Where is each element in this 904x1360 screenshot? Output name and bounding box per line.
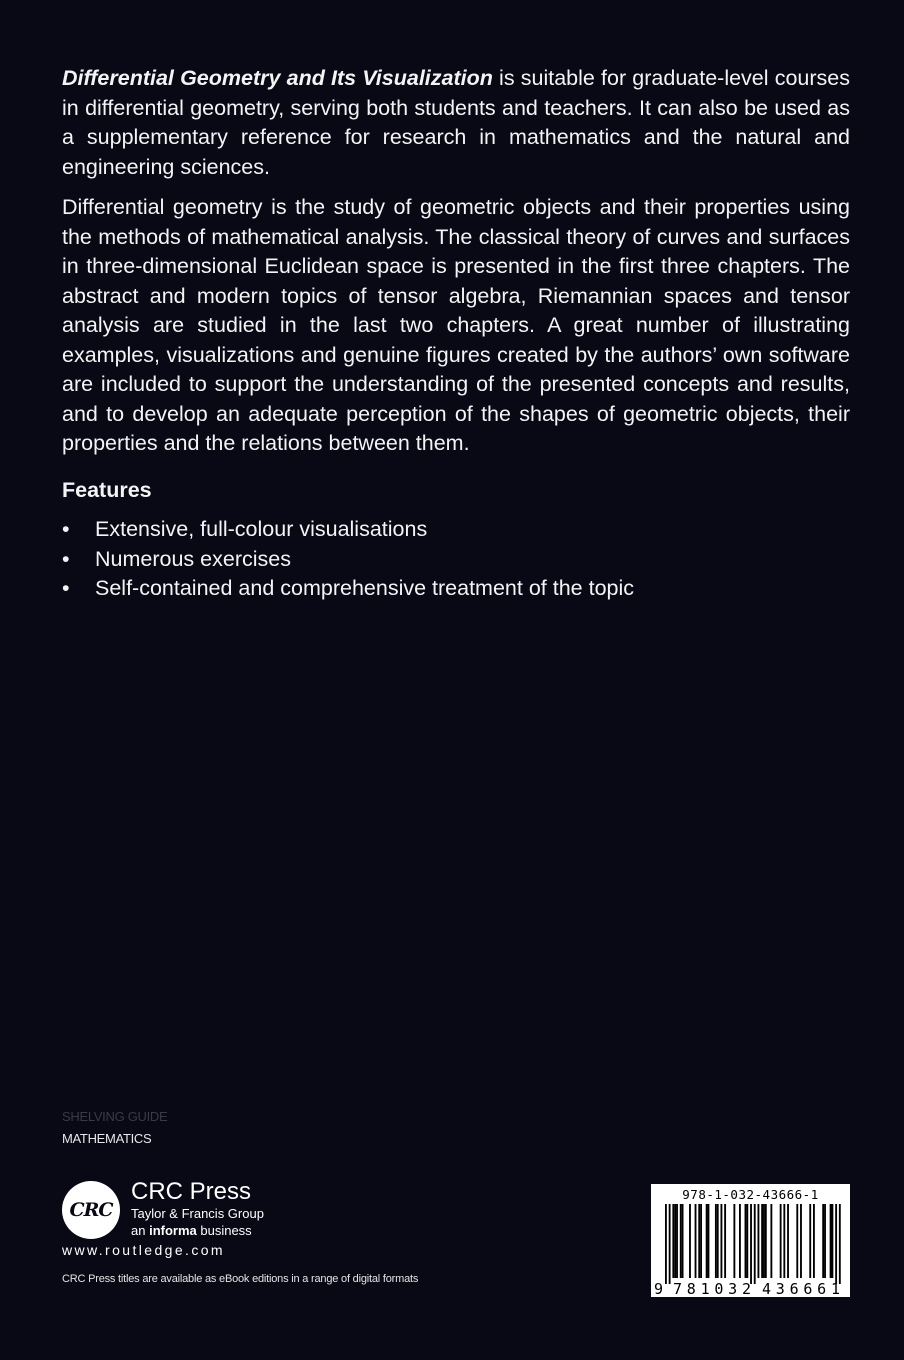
- barcode-bar: [809, 1204, 811, 1278]
- barcode-bar: [830, 1204, 832, 1278]
- barcode-bar: [832, 1204, 834, 1278]
- publisher-informa-line: [131, 1223, 252, 1239]
- barcode-bar: [796, 1204, 798, 1278]
- barcode-bar: [733, 1204, 735, 1278]
- shelving-guide: [62, 1109, 167, 1147]
- barcode-bar: [715, 1204, 717, 1278]
- description-block: [62, 64, 850, 604]
- barcode-bar: [758, 1204, 760, 1278]
- barcode-bar: [754, 1204, 756, 1284]
- description-paragraph-1: [62, 64, 850, 182]
- barcode-bar: [665, 1204, 667, 1284]
- barcode-bar: [780, 1204, 782, 1278]
- barcode-bar: [708, 1204, 710, 1278]
- informa-suffix: business: [196, 1223, 252, 1238]
- description-paragraph-2: Differential geometry is the study of geometric objects and their properties using the methods of mathematical analysis. The classical theory of curves and surfaces in three-dimensional Euclidean space is presented in the first three chapters. The abstract and modern topics of tensor algebra, Riemannian spaces and tensor analysis are studied in the last two chapters. A great number of illustrating examples, visualizations and genuine figures created by the authors’ own software are included to support the understanding of the presented concepts and results, and to develop an adequate perception of the shapes of geometric objects, their properties and the relations between them.: [62, 195, 850, 455]
- barcode-bar: [813, 1204, 815, 1278]
- shelving-guide-label: SHELVING GUIDE: [62, 1109, 168, 1124]
- feature-item: [62, 545, 850, 575]
- publisher-block: [62, 1178, 482, 1288]
- barcode-bar: [695, 1204, 697, 1278]
- publisher-name: CRC Press: [131, 1178, 252, 1205]
- barcode-bars: [665, 1204, 841, 1284]
- feature-text: Extensive, full-colour visualisations: [95, 517, 428, 541]
- bullet-icon: •: [62, 576, 70, 600]
- bullet-icon: •: [62, 517, 70, 541]
- barcode-bar: [717, 1204, 719, 1278]
- barcode-left-digits: 781032: [673, 1280, 751, 1297]
- book-title: Differential Geometry and Its Visualization: [62, 66, 493, 90]
- barcode-bar: [680, 1204, 682, 1278]
- feature-item: [62, 574, 850, 604]
- barcode-bar: [761, 1204, 763, 1278]
- barcode-bar: [700, 1204, 702, 1278]
- isbn-barcode: [651, 1184, 850, 1297]
- features-list: [62, 515, 850, 604]
- barcode-bar: [721, 1204, 723, 1278]
- barcode-bar: [698, 1204, 700, 1278]
- barcode-bar: [676, 1204, 678, 1278]
- barcode-bar: [746, 1204, 748, 1278]
- barcode-bar: [672, 1204, 674, 1278]
- description-intro-text: is suitable for graduate-level courses in differential geometry, serving both students and teachers. It can also be used as a supplementary reference for research in mathematics and the natural and engineering sciences.: [62, 66, 850, 179]
- barcode-bar: [763, 1204, 765, 1278]
- barcode-bar: [682, 1204, 684, 1278]
- feature-item: [62, 515, 850, 545]
- bullet-icon: •: [62, 546, 70, 571]
- barcode-bar: [724, 1204, 726, 1278]
- informa-prefix: an: [131, 1223, 150, 1238]
- informa-brand: informa: [149, 1223, 197, 1238]
- feature-text: Numerous exercises: [95, 546, 291, 571]
- barcode-bar: [750, 1204, 752, 1284]
- barcode-bar: [824, 1204, 826, 1278]
- barcode-bar: [674, 1204, 676, 1278]
- barcode-bar: [765, 1204, 767, 1278]
- barcode-bar: [706, 1204, 708, 1278]
- ebook-availability-note: CRC Press titles are available as eBook editions in a range of digital formats: [62, 1273, 419, 1285]
- barcode-bar: [689, 1204, 691, 1278]
- shelving-guide-value: MATHEMATICS: [62, 1131, 152, 1146]
- barcode-bar: [745, 1204, 747, 1278]
- publisher-group: Taylor & Francis Group: [131, 1206, 264, 1221]
- barcode-bar: [787, 1204, 789, 1278]
- barcode-bar: [822, 1204, 824, 1278]
- barcode-bar: [839, 1204, 841, 1284]
- feature-text: Self-contained and comprehensive treatment of the topic: [95, 576, 635, 600]
- barcode-bar: [669, 1204, 671, 1284]
- barcode-bar: [783, 1204, 785, 1278]
- publisher-url: www.routledge.com: [62, 1242, 225, 1258]
- barcode-graphic: [651, 1184, 850, 1297]
- barcode-first-digit: 9: [654, 1280, 664, 1297]
- barcode-bar: [739, 1204, 741, 1278]
- barcode-bar: [800, 1204, 802, 1278]
- crc-logo-icon: CRC: [62, 1181, 120, 1239]
- isbn-number: 978-1-032-43666-1: [682, 1187, 819, 1202]
- features-heading: Features: [62, 477, 152, 502]
- barcode-bar: [835, 1204, 837, 1284]
- barcode-bar: [770, 1204, 772, 1278]
- barcode-right-digits: 436661: [762, 1280, 840, 1297]
